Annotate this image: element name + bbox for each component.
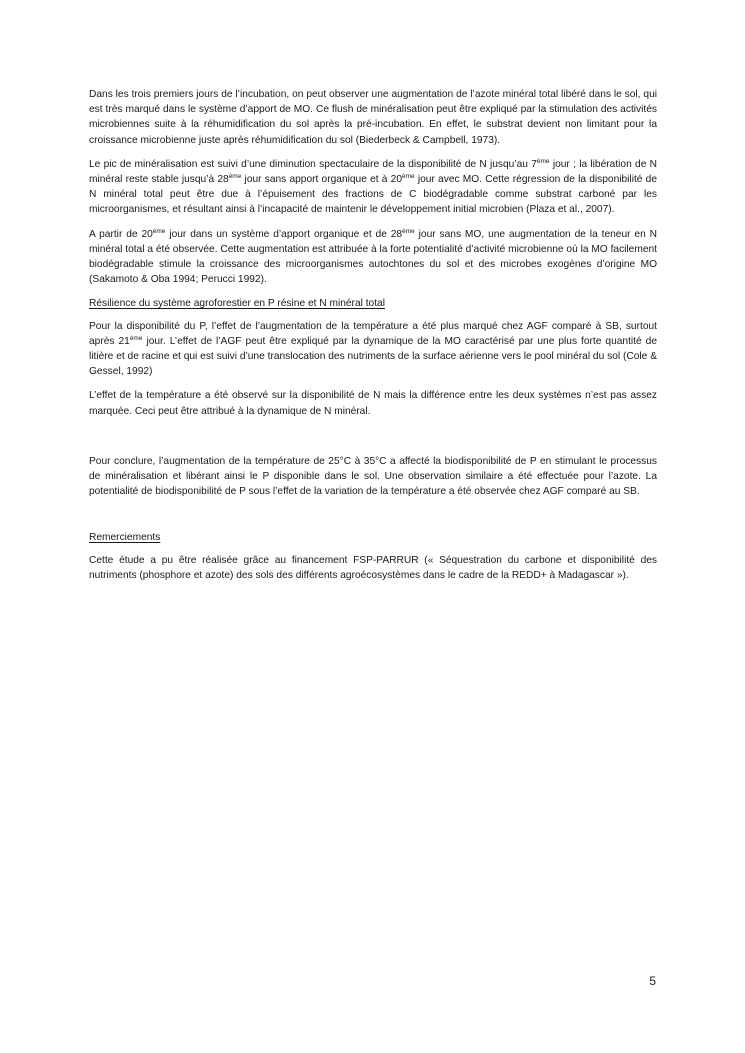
heading-resilience: Résilience du système agroforestier en P résine et N minéral total bbox=[89, 298, 385, 310]
paragraph-effet-temperature-n: L’effet de la température a été observé sur la disponibilité de N mais la différence entre les deux systèmes n’est pas assez marquée. Ceci peut être attribué à la dynamique de N minéral. bbox=[89, 390, 657, 417]
heading-remerciements: Remerciements bbox=[89, 532, 161, 544]
paragraph-conclusion: Pour conclure, l’augmentation de la température de 25°C à 35°C a affecté la biodisponibilité de P en stimulant le processus de minéralisation et libérant ainsi le P disponible dans le sol. Une observation similaire a été effectuée pour l’azote. La potentialité de biodisponibilité de P sous l’effet de la variation de la température a été observée chez AGF comparé au SB. bbox=[89, 455, 657, 498]
document-page bbox=[89, 87, 657, 592]
paragraph-augmentation-n: A partir de 20ème jour dans un système d’apport organique et de 28ème jour sans MO, une augmentation de la teneur en N minéral total a été observée. Cette augmentation est attribuée à la forte potentialité d’activité microbienne où la MO facilement biodégradable stimule la croissance des microorganismes autochtones du sol et des microbes exogènes d’origine MO (Sakamoto & Oba 1994; Perucci 1992). bbox=[89, 227, 657, 286]
spacer bbox=[89, 428, 657, 454]
spacer bbox=[89, 508, 657, 530]
paragraph-remerciements: Cette étude a pu être réalisée grâce au financement FSP-PARRUR (« Séquestration du carbone et disponibilité des nutriments (phosphore et azote) des sols des différents agroécosystèmes dans le cadre de la REDD+ à Madagascar »). bbox=[89, 554, 657, 581]
paragraph-disponibilite-p: Pour la disponibilité du P, l’effet de l’augmentation de la température a été plus marqué chez AGF comparé à SB, surtout après 21ème jour. L’effet de l’AGF peut être expliqué par la dynamique de la MO caractérisé par une plus forte quantité de litière et de racine et qui est suivi d’une translocation des nutriments de la surface aérienne vers le pool minéral du sol (Cole & Gessel, 1992) bbox=[89, 320, 657, 378]
page-number: 5 bbox=[649, 974, 656, 988]
paragraph-flush-mineralisation: Dans les trois premiers jours de l’incubation, on peut observer une augmentation de l’azote minéral total libéré dans le sol, qui est très marqué dans le système d’apport de MO. Ce flush de minéralisation peut être expliqué par la stimulation des activités microbiennes suite à la réhumidification du sol après la pré-incubation. En effet, le substrat devient non limitant pour la croissance microbienne juste après réhumidification du sol (Biederbeck & Campbell, 1973). bbox=[89, 89, 657, 146]
paragraph-pic-mineralisation: Le pic de minéralisation est suivi d’une diminution spectaculaire de la disponibilité de N jusqu’au 7ème jour ; la libération de N minéral reste stable jusqu’à 28ème jour sans apport organique et à 20ème jour avec MO. Cette régression de la disponibilité de N minéral total peut être due à l’épuisement des fractions de C biodégradable comme substrat carboné par les microorganismes, et résultant ainsi à l’incapacité de maintenir le développement initial microbien (Plaza et al., 2007). bbox=[89, 157, 657, 216]
